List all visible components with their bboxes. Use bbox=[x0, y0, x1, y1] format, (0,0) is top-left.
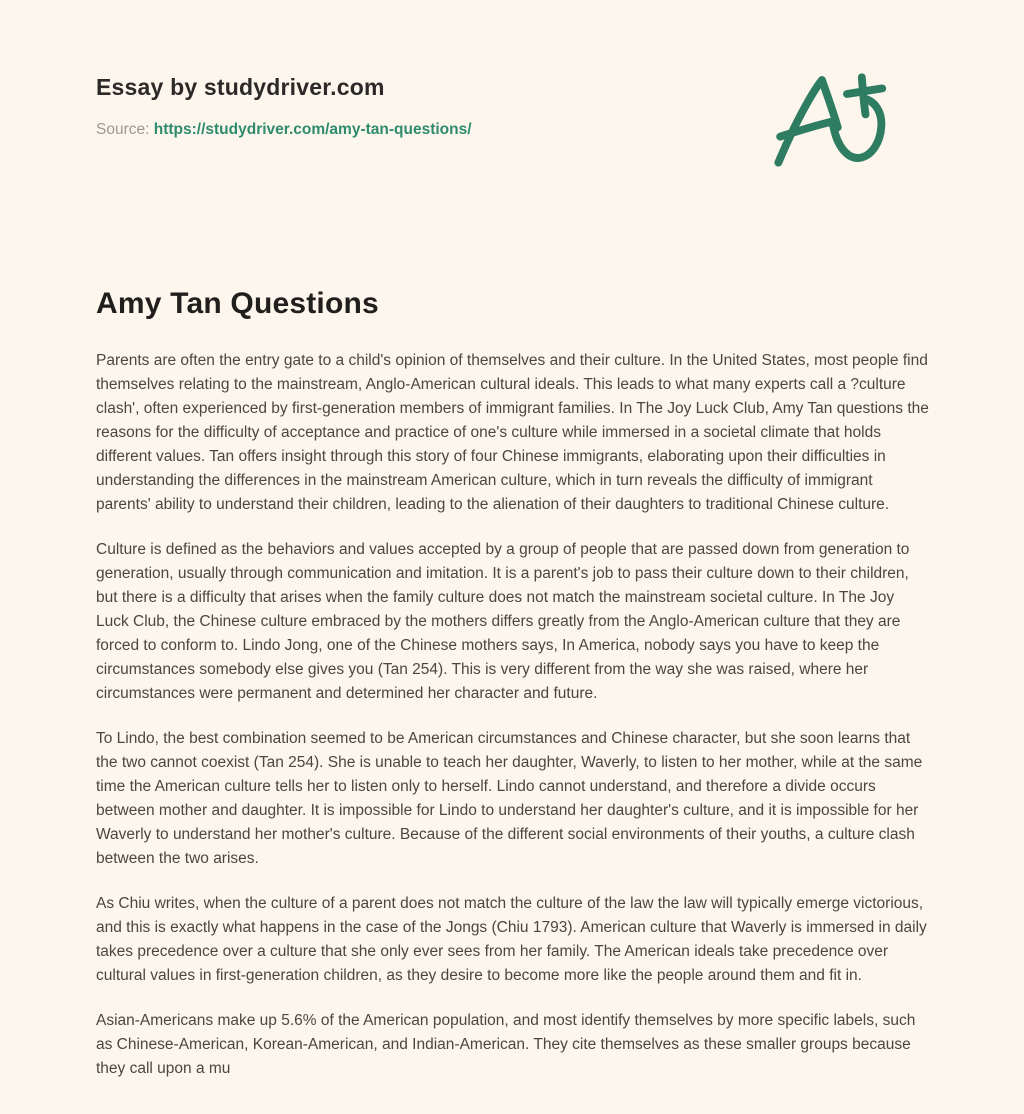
essay-paragraph-5-truncated: Asian-Americans make up 5.6% of the American population, and most identify themselves by more specific labels, such as Chinese-American, Korean-American, and Indian-American. They cite themselves as these smaller groups because they call upon a mu bbox=[96, 1012, 916, 1077]
essay-paragraph-3: To Lindo, the best combination seemed to be American circumstances and Chinese character, but she soon learns that the two cannot coexist (Tan 254). She is unable to teach her daughter, Waverly, to listen to her mother, while at the same time the American culture tells her to listen only to herself. Lindo cannot understand, and therefore a divide occurs between mother and daughter. It is impossible for Lindo to understand her daughter's culture, and it is impossible for her Waverly to understand her mother's culture. Because of the different social environments of their youths, a culture clash between the two arises. bbox=[96, 730, 923, 867]
essay-page-title: Amy Tan Questions bbox=[96, 287, 379, 320]
essay-paragraph-2: Culture is defined as the behaviors and values accepted by a group of people that are passed down from generation to generation, usually through communication and imitation. It is a parent's job to pass their culture down to their children, but there is a difficulty that arises when the family culture does not match the mainstream societal culture. In The Joy Luck Club, the Chinese culture embraced by the mothers differs greatly from the Anglo-American culture that they are forced to conform to. Lindo Jong, one of the Chinese mothers says, In America, nobody says you have to keep the circumstances somebody else gives you (Tan 254). This is very different from the way she was raised, where her circumstances were permanent and determined her character and future. bbox=[96, 541, 910, 702]
document-source-title: Essay by studydriver.com bbox=[96, 74, 385, 100]
source-line bbox=[96, 121, 472, 139]
header-text-block bbox=[96, 66, 472, 139]
studydriver-logo bbox=[768, 68, 900, 175]
essay-paragraph-4: As Chiu writes, when the culture of a parent does not match the culture of the law the law will typically emerge victorious, and this is exactly what happens in the case of the Jongs (Chiu 1793). American culture that Waverly is immersed in daily takes precedence over a culture that she only ever sees from her family. The American ideals take precedence over cultural values in first-generation children, as they desire to become more like the people around them and fit in. bbox=[96, 895, 927, 984]
source-url-link[interactable]: https://studydriver.com/amy-tan-questions/ bbox=[153, 121, 472, 138]
source-label: Source: bbox=[96, 121, 150, 138]
essay-paragraph-1: Parents are often the entry gate to a child's opinion of themselves and their culture. In the United States, most people find themselves relating to the mainstream, Anglo-American cultural ideals. This leads to what many experts call a ?culture clash', often experienced by first-generation members of immigrant families. In The Joy Luck Club, Amy Tan questions the reasons for the difficulty of acceptance and practice of one's culture while immersed in a societal climate that holds different values. Tan offers insight through this story of four Chinese immigrants, elaborating upon their difficulties in understanding the differences in the mainstream American culture, which in turn reveals the difficulty of immigrant parents' ability to understand their children, leading to the alienation of their daughters to traditional Chinese culture. bbox=[96, 352, 929, 513]
a-plus-logo-icon bbox=[768, 68, 900, 170]
document-header bbox=[96, 66, 930, 175]
essay-content bbox=[96, 287, 930, 1081]
essay-body bbox=[96, 349, 930, 1081]
